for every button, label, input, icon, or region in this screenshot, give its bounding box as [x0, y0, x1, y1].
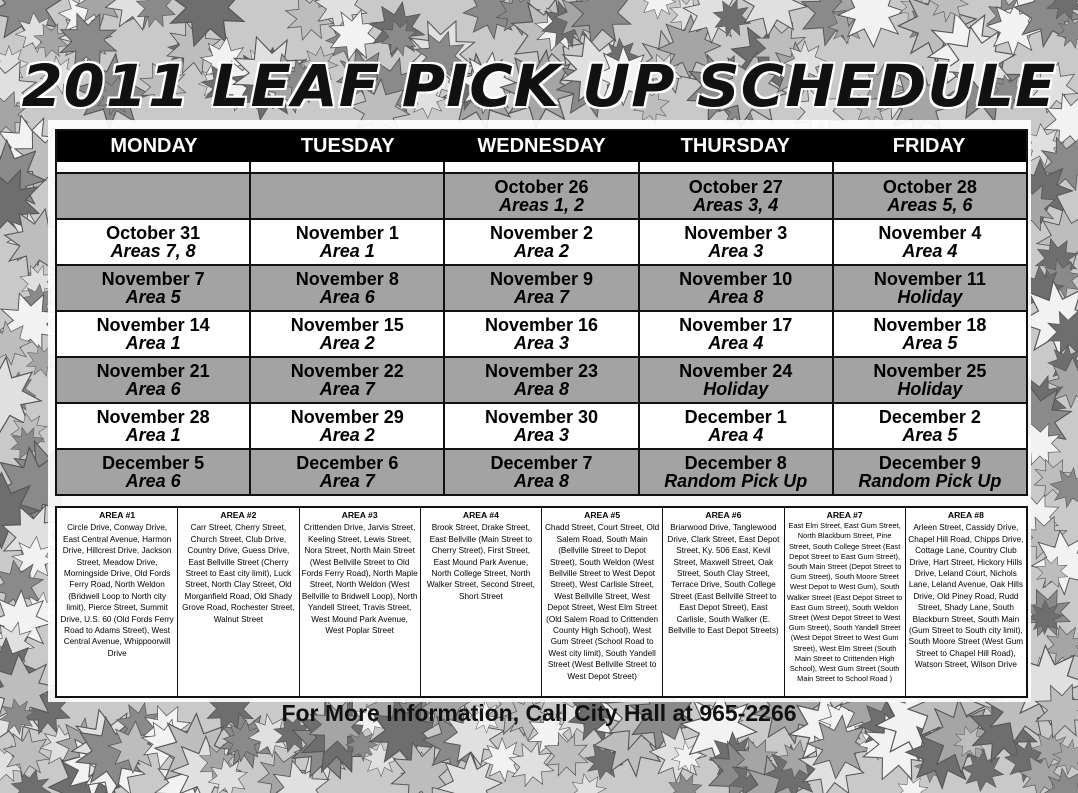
pickup-area: Area 4 [708, 332, 764, 353]
weekday-header-row [57, 131, 1026, 162]
area-streets: Chadd Street, Court Street, Old Salem Road, South Main (Bellville Street to Depot Street), South Weldon (West Bellville Street to West Depot Street), West Carlisle Street, West Bellville Street, West Depot Street, West Elm Street (Old Salem Road to Crittenden County High School), West Gum Street (School Road to West city limit), South Yandell Street (West Bellville Street to West Depot Street) [545, 523, 660, 681]
schedule-cell [57, 266, 251, 310]
schedule-cell [445, 174, 639, 218]
pickup-date: November 22 [290, 360, 404, 381]
area-streets: Circle Drive, Conway Drive, East Central Avenue, Harmon Drive, Hillcrest Drive, Jackson Street, Meadow Drive, Morningside Drive, Old Fords Ferry Road, North Weldon (Bridwell Loop to North city limit), Pierce Street, Summit Drive, U.S. 60 (Old Fords Ferry Road to Adams Street), West Central Avenue, Whippoorwill Drive [60, 523, 174, 658]
schedule-cell [834, 266, 1026, 310]
weekday-header-monday: MONDAY [110, 135, 198, 157]
pickup-date: November 10 [679, 268, 793, 289]
pickup-date: December 5 [102, 452, 205, 473]
pickup-date: December 8 [684, 452, 787, 473]
pickup-date: November 18 [873, 314, 987, 335]
schedule-cell [640, 358, 834, 402]
weekday-header-friday: FRIDAY [892, 135, 966, 157]
area-streets: Crittenden Drive, Jarvis Street, Keeling Street, Lewis Street, Nora Street, North Main Street (West Bellville Street to Old Fords Ferry Road), North Maple Street, North Weldon (West Bellville to Bridwell Loop), North Yandell Street, Travis Street, West Mound Park Avenue, West Poplar Street [301, 523, 418, 636]
weekday-header-tuesday: TUESDAY [300, 135, 395, 157]
schedule-cell [834, 220, 1026, 264]
pickup-area: Area 1 [125, 424, 181, 445]
schedule-row [57, 312, 1026, 358]
pickup-area: Area 1 [319, 240, 375, 261]
pickup-area: Holiday [897, 378, 963, 399]
schedule-cell [57, 174, 251, 218]
pickup-date: November 14 [96, 314, 210, 335]
pickup-date: November 24 [679, 360, 793, 381]
schedule-cell [640, 450, 834, 494]
schedule-cell [445, 358, 639, 402]
pickup-date: November 8 [295, 268, 399, 289]
pickup-area: Area 5 [902, 424, 958, 445]
pickup-area: Area 1 [125, 332, 181, 353]
schedule-cell [640, 174, 834, 218]
schedule-cell [445, 312, 639, 356]
pickup-date: October 26 [494, 176, 589, 197]
pickup-date: December 1 [684, 406, 787, 427]
pickup-area: Area 6 [125, 470, 181, 491]
pickup-area: Area 6 [125, 378, 181, 399]
schedule-row [57, 220, 1026, 266]
pickup-area: Area 2 [319, 424, 375, 445]
pickup-area: Area 4 [902, 240, 958, 261]
pickup-area: Area 3 [708, 240, 764, 261]
schedule-body [57, 174, 1026, 494]
schedule-cell [445, 266, 639, 310]
schedule-row [57, 358, 1026, 404]
pickup-area: Area 2 [319, 332, 375, 353]
area-streets: East Elm Street, East Gum Street, North Blackburn Street, Pine Street, South College Street (East Depot Street to East Gum Street), South Main Street (Depot Street to Gum Street), South Moore Street West Depot to West Gum), South Walker Street (East Depot Street to East Gum Street), South Weldon Street (West Depot Street to West Gum Street), South Yandell Street (West Depot Street to West Gum Street), West Elm Street (South Main Street to Crittenden High School), West Gum Street (South Main Street to School Road ) [786, 521, 903, 684]
pickup-date: December 7 [490, 452, 593, 473]
area-title: AREA #2 [220, 510, 257, 520]
schedule-cell [57, 312, 251, 356]
pickup-area: Area 5 [125, 286, 181, 307]
schedule-row [57, 266, 1026, 312]
schedule-row [57, 450, 1026, 494]
pickup-date: November 25 [873, 360, 987, 381]
area-title: AREA #7 [826, 510, 863, 520]
pickup-date: November 30 [484, 406, 599, 427]
pickup-date: November 28 [96, 406, 210, 427]
pickup-area: Area 7 [319, 470, 375, 491]
schedule-row [57, 174, 1026, 220]
pickup-area: Area 8 [513, 470, 570, 491]
area-column [178, 508, 299, 696]
schedule-cell [251, 450, 445, 494]
pickup-area: Area 2 [513, 240, 570, 261]
pickup-date: November 21 [96, 360, 210, 381]
schedule-cell [251, 404, 445, 448]
pickup-date: November 1 [295, 222, 399, 243]
footer-contact-info: For More Information, Call City Hall at 965-2266 [281, 700, 797, 726]
area-title: AREA #8 [947, 510, 984, 520]
schedule-cell [640, 220, 834, 264]
pickup-date: November 3 [684, 222, 788, 243]
area-title: AREA #1 [99, 510, 136, 520]
pickup-area: Areas 3, 4 [693, 194, 779, 215]
pickup-date: October 27 [688, 176, 783, 197]
pickup-area: Holiday [897, 286, 963, 307]
schedule-cell [834, 404, 1026, 448]
pickup-area: Area 8 [513, 378, 570, 399]
pickup-date: November 2 [489, 222, 594, 243]
spacer-row [57, 162, 1026, 174]
pickup-area: Areas 7, 8 [110, 240, 196, 261]
pickup-date: November 23 [484, 360, 599, 381]
area-column [906, 508, 1026, 696]
schedule-cell [640, 266, 834, 310]
pickup-area: Area 3 [513, 424, 570, 445]
pickup-date: November 16 [484, 314, 599, 335]
schedule-cell [251, 174, 445, 218]
pickup-date: October 28 [882, 176, 977, 197]
schedule-cell [57, 358, 251, 402]
schedule-row [57, 404, 1026, 450]
schedule-cell [445, 450, 639, 494]
pickup-area: Area 8 [708, 286, 764, 307]
area-title: AREA #4 [462, 510, 499, 520]
pickup-area: Random Pick Up [858, 470, 1002, 491]
pickup-area: Area 7 [513, 286, 570, 307]
schedule-cell [57, 450, 251, 494]
area-title: AREA #5 [584, 510, 621, 520]
area-streets: Briarwood Drive, Tanglewood Drive, Clark Street, East Depot Street, Ky. 506 East, Kevil Street, Maxwell Street, Oak Street, South Clay Street, Terrace Drive, South College Street (East Bellville Street to East Depot Street), East Carlisle, South Walker (E. Bellville to East Depot Streets) [667, 523, 780, 636]
pickup-date: October 31 [106, 222, 201, 243]
pickup-area: Areas 1, 2 [498, 194, 585, 215]
area-streets: Arleen Street, Cassidy Drive, Chapel Hill Road, Chipps Drive, Cottage Lane, Country Club Drive, Hart Street, Hickory Hills Drive, Leland Court, Nichols Lane, Leland Avenue, Oak Hills Drive, Old Piney Road, Rudd Street, Shady Lane, South Blackburn Street, South Main (Gum Street to South city limit), South Moore Street (West Gum Street to Chapel Hill Road), Watson Street, Wilson Drive [908, 523, 1024, 670]
pickup-date: November 9 [489, 268, 594, 289]
schedule-cell [251, 220, 445, 264]
pickup-date: November 7 [101, 268, 205, 289]
pickup-date: November 4 [878, 222, 982, 243]
pickup-area: Random Pick Up [664, 470, 808, 491]
area-title: AREA #6 [705, 510, 742, 520]
schedule-cell [640, 404, 834, 448]
pickup-date: November 17 [679, 314, 793, 335]
schedule-cell [251, 358, 445, 402]
pickup-area: Area 7 [319, 378, 375, 399]
pickup-date: December 2 [878, 406, 981, 427]
schedule-cell [57, 220, 251, 264]
schedule-table [55, 129, 1028, 496]
pickup-area: Area 4 [708, 424, 764, 445]
pickup-area: Areas 5, 6 [887, 194, 973, 215]
area-column [542, 508, 663, 696]
pickup-date: November 29 [290, 406, 404, 427]
area-street-list [55, 506, 1028, 698]
schedule-cell [251, 312, 445, 356]
pickup-area: Area 6 [319, 286, 375, 307]
schedule-cell [834, 312, 1026, 356]
weekday-header-thursday: THURSDAY [680, 135, 790, 157]
pickup-date: December 9 [878, 452, 981, 473]
area-column [421, 508, 542, 696]
area-streets: Carr Street, Cherry Street, Church Street, Club Drive, Country Drive, Guess Drive, East Bellville Street (Cherry Street to East city limit), Luck Street, North Clay Street, Old Morganfield Road, Old Shady Grove Road, Rochester Street, Walnut Street [182, 523, 295, 624]
pickup-date: November 15 [290, 314, 404, 335]
area-title: AREA #3 [341, 510, 378, 520]
schedule-cell [640, 312, 834, 356]
area-column [300, 508, 421, 696]
schedule-cell [834, 174, 1026, 218]
area-column [663, 508, 784, 696]
pickup-area: Area 5 [902, 332, 958, 353]
pickup-area: Holiday [703, 378, 769, 399]
schedule-cell [445, 404, 639, 448]
schedule-cell [445, 220, 639, 264]
schedule-cell [57, 404, 251, 448]
schedule-cell [834, 450, 1026, 494]
pickup-date: December 6 [296, 452, 399, 473]
weekday-header-wednesday: WEDNESDAY [477, 135, 606, 157]
schedule-cell [251, 266, 445, 310]
area-streets: Brook Street, Drake Street, East Bellville (Main Street to Cherry Street), First Street, East Mound Park Avenue, North College Street, North Walker Street, Second Street, Short Street [426, 523, 535, 601]
schedule-cell [834, 358, 1026, 402]
page-title: 2011 LEAF PICK UP SCHEDULE [21, 52, 1057, 120]
area-column [785, 508, 906, 696]
area-column [57, 508, 178, 696]
pickup-area: Area 3 [513, 332, 570, 353]
pickup-date: November 11 [873, 268, 986, 289]
